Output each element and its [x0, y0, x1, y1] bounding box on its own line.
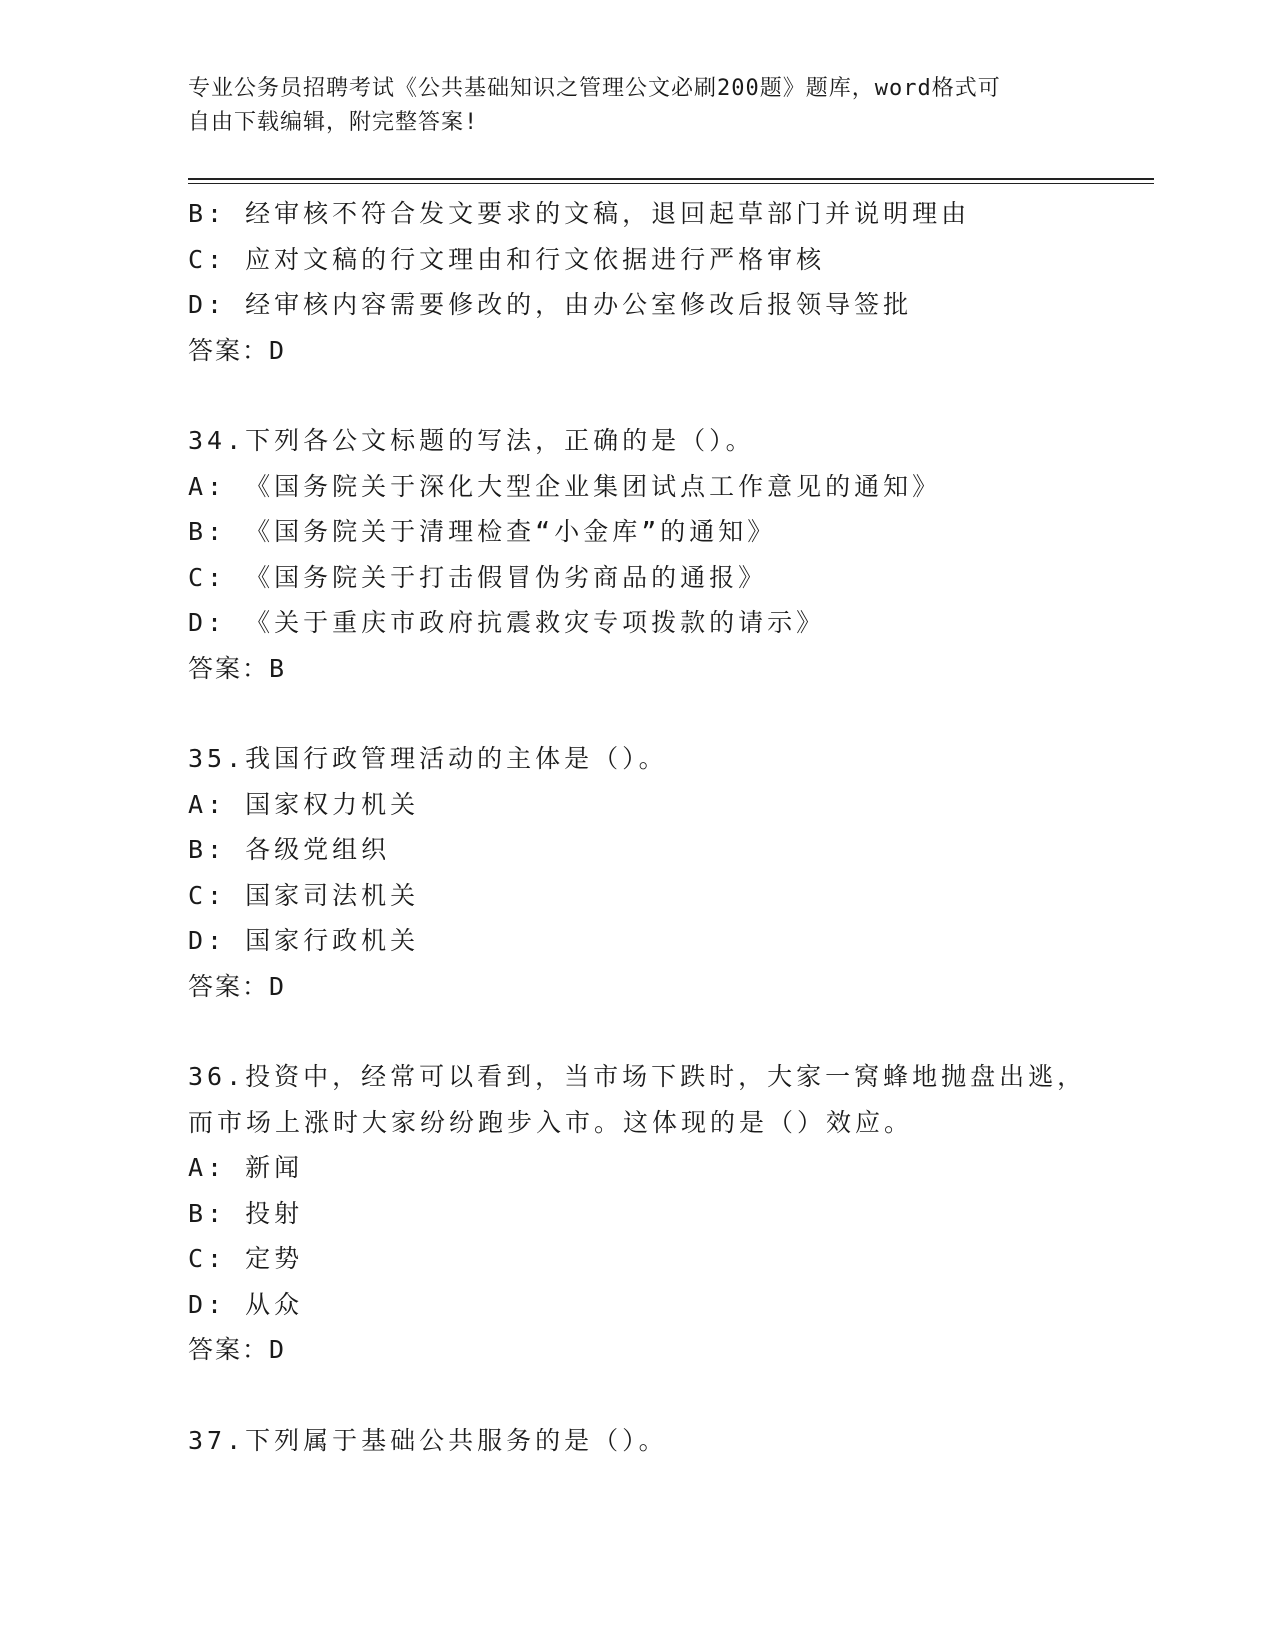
spacer — [188, 1373, 1088, 1418]
question-37 — [188, 1418, 1088, 1464]
option-a: A: 《国务院关于深化大型企业集团试点工作意见的通知》 — [188, 471, 942, 501]
option-b: B: 经审核不符合发文要求的文稿，退回起草部门并说明理由 — [188, 199, 971, 228]
spacer — [188, 373, 1088, 418]
option-d: D: 从众 — [188, 1289, 304, 1319]
question-stem: 34.下列各公文标题的写法，正确的是（）。 — [188, 426, 755, 455]
question-stem: 35.我国行政管理活动的主体是（）。 — [188, 744, 668, 773]
header-line-2: 自由下载编辑，附完整答案! — [188, 110, 479, 135]
option-d: D: 经审核内容需要修改的，由办公室修改后报领导签批 — [188, 290, 913, 319]
spacer — [188, 1009, 1088, 1054]
option-c: C: 国家司法机关 — [188, 880, 420, 910]
option-d: D: 国家行政机关 — [188, 926, 420, 955]
question-stem-line-1: 36.投资中，经常可以看到，当市场下跌时，大家一窝蜂地抛盘出逃， — [188, 1062, 1087, 1091]
question-34 — [188, 418, 1088, 691]
option-d: D: 《关于重庆市政府抗震救灾专项拨款的请示》 — [188, 608, 826, 637]
option-c: C: 《国务院关于打击假冒伪劣商品的通报》 — [188, 562, 768, 592]
question-list — [188, 191, 1088, 1463]
question-35 — [188, 736, 1088, 1009]
question-stem-line-2: 而市场上涨时大家纷纷跑步入市。这体现的是（）效应。 — [188, 1107, 914, 1137]
question-36 — [188, 1054, 1088, 1373]
option-b: B: 各级党组织 — [188, 835, 391, 864]
option-c: C: 定势 — [188, 1244, 304, 1273]
answer: 答案：D — [188, 971, 287, 1001]
document-header — [188, 72, 1068, 140]
option-a: A: 国家权力机关 — [188, 789, 420, 819]
header-rule-thin — [188, 183, 1154, 184]
answer: 答案：D — [188, 1335, 287, 1364]
header-line-1: 专业公务员招聘考试《公共基础知识之管理公文必刷200题》题库，word格式可 — [188, 76, 1001, 101]
question-33-tail — [188, 191, 1088, 373]
option-a: A: 新闻 — [188, 1153, 304, 1182]
answer: 答案：D — [188, 335, 287, 365]
option-c: C: 应对文稿的行文理由和行文依据进行严格审核 — [188, 244, 826, 274]
answer: 答案：B — [188, 653, 287, 683]
question-stem: 37.下列属于基础公共服务的是（）。 — [188, 1425, 668, 1455]
option-b: B: 投射 — [188, 1198, 304, 1228]
option-b: B: 《国务院关于清理检查“小金库”的通知》 — [188, 517, 777, 546]
spacer — [188, 691, 1088, 736]
header-rule-thick — [188, 178, 1154, 180]
